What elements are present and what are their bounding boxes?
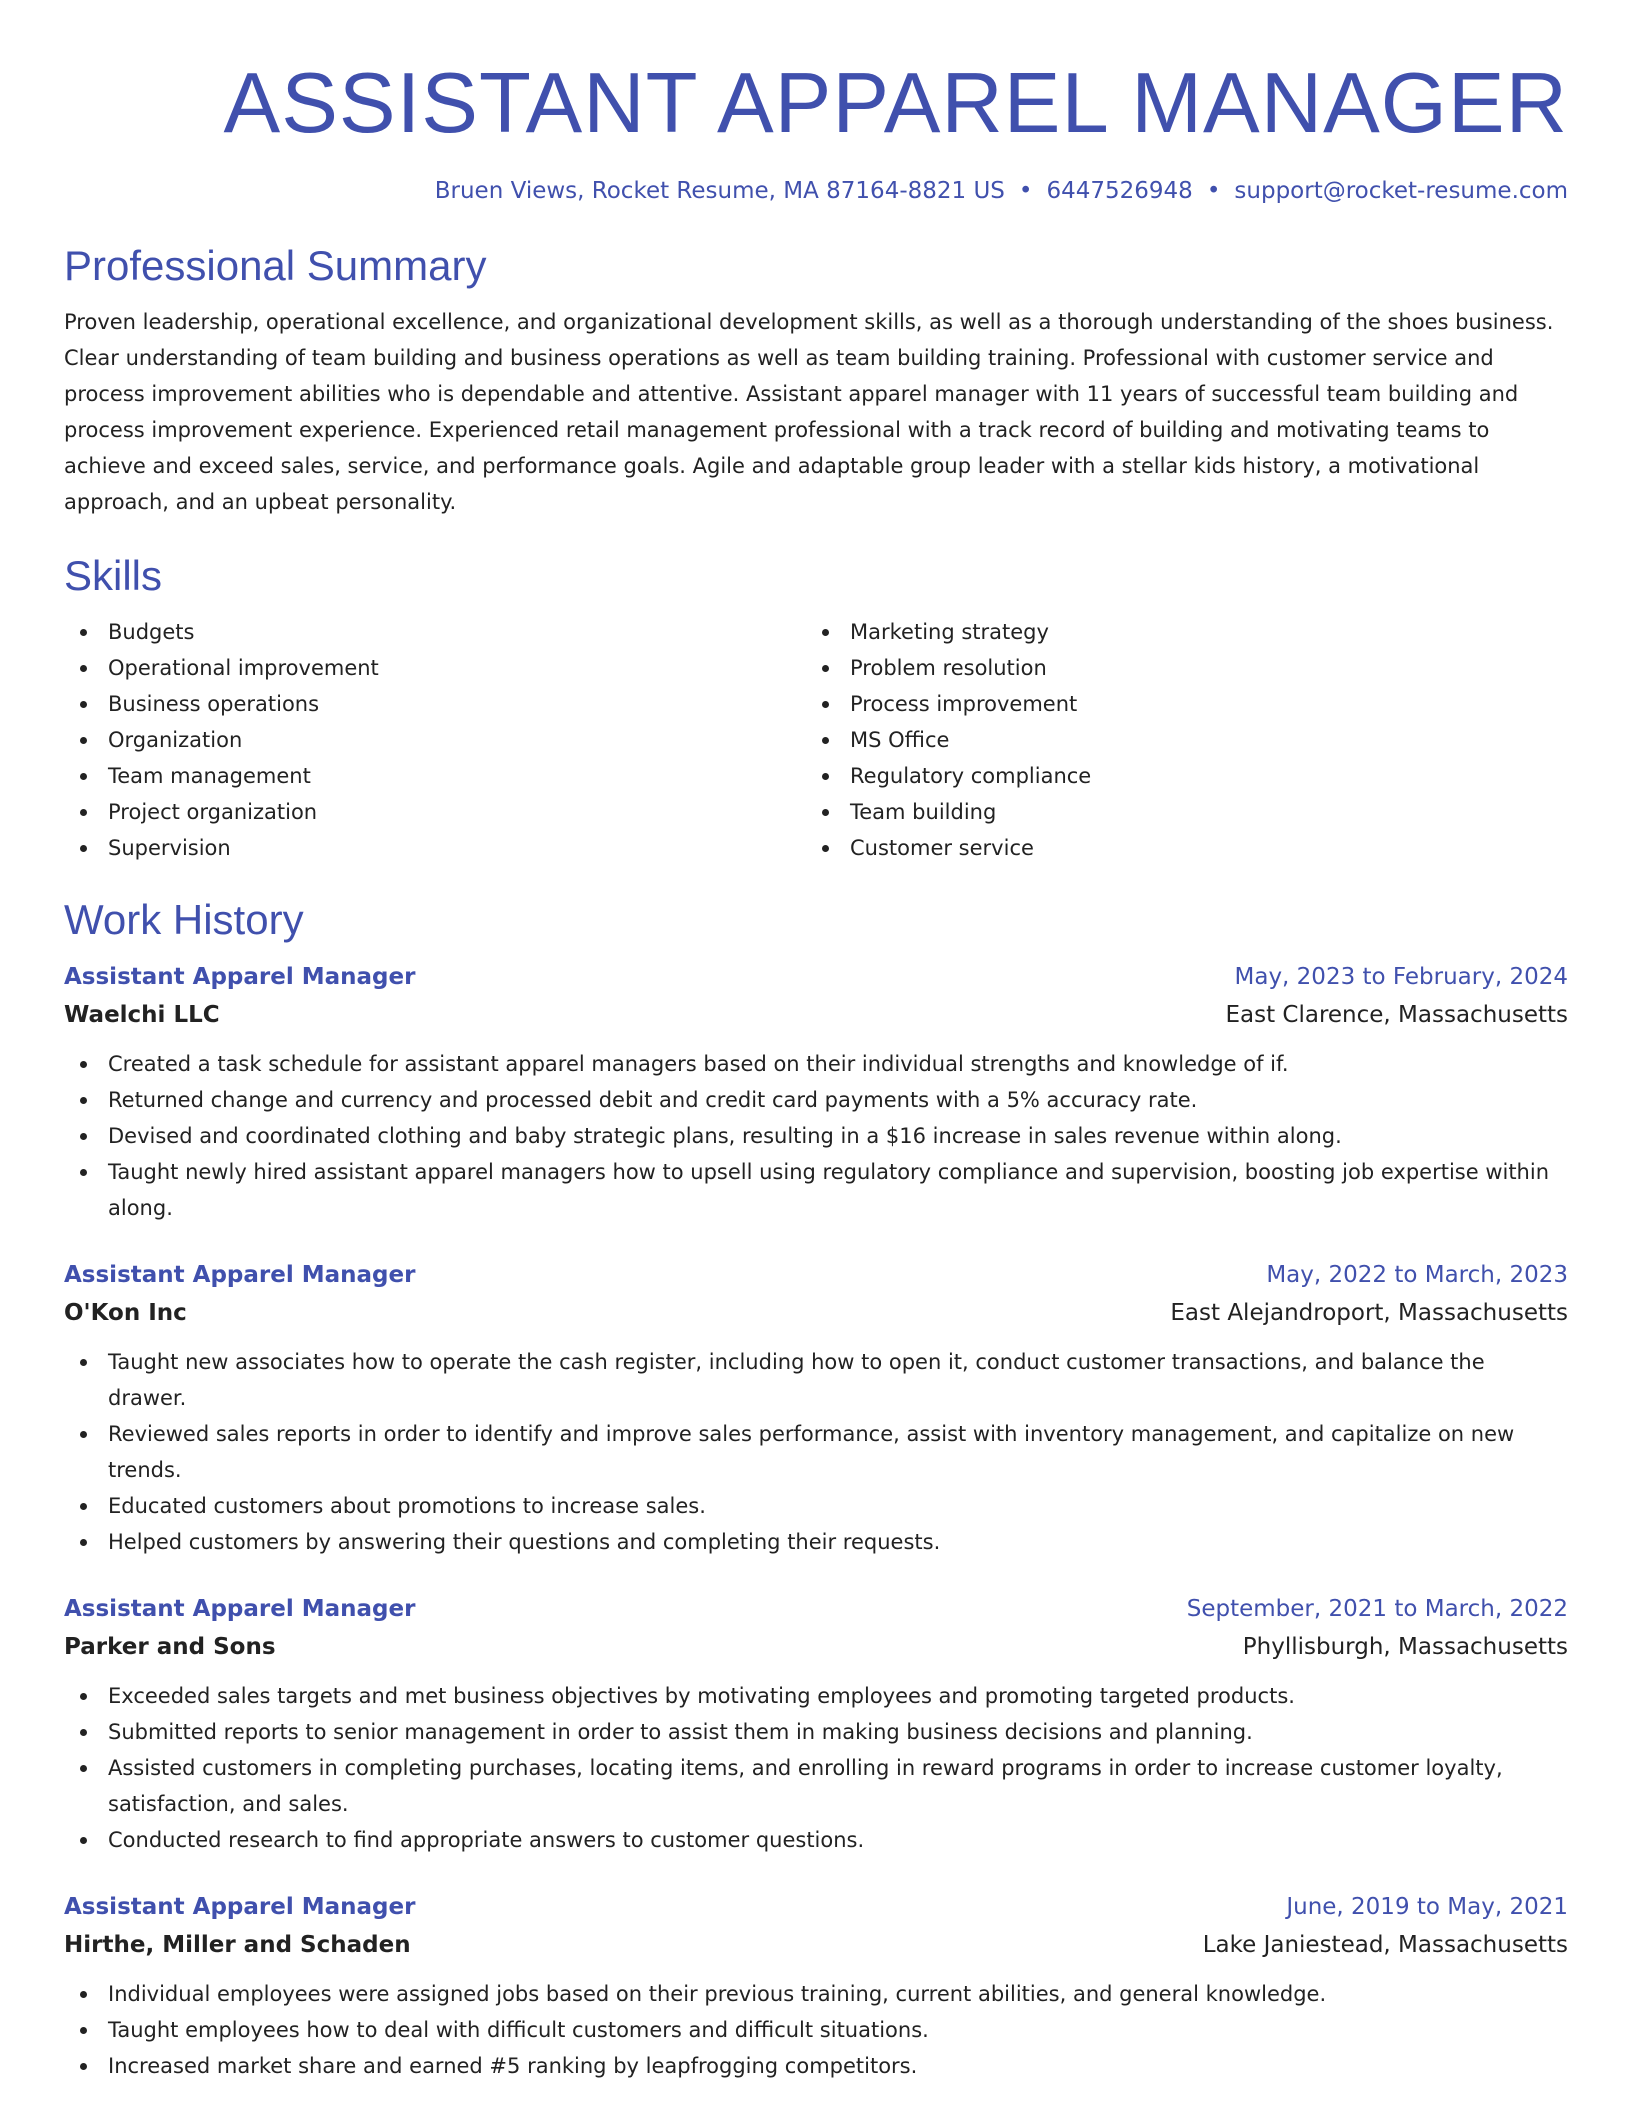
contact-separator: • <box>1206 178 1221 204</box>
job-location: Lake Janiestead, Massachusetts <box>1202 1932 1568 1958</box>
skills-column-right <box>806 614 1548 866</box>
job-header <box>64 1888 1568 1926</box>
job-entry <box>64 1256 1568 1560</box>
job-bullets <box>64 1678 1568 1858</box>
job-title: Assistant Apparel Manager <box>64 1262 416 1288</box>
job-company: Waelchi LLC <box>64 1002 220 1028</box>
skill-item: Budgets <box>64 614 806 650</box>
job-company: Hirthe, Miller and Schaden <box>64 1932 411 1958</box>
job-subheader <box>64 996 1568 1034</box>
skill-item: Problem resolution <box>806 650 1548 686</box>
skill-item: Marketing strategy <box>806 614 1548 650</box>
job-bullets <box>64 1976 1568 2084</box>
contact-phone: 6447526948 <box>1046 178 1193 204</box>
contact-address: Bruen Views, Rocket Resume, MA 87164-8821 US <box>434 178 1005 204</box>
contact-separator: • <box>1018 178 1033 204</box>
job-bullet: Educated customers about promotions to increase sales. <box>64 1488 1568 1524</box>
job-company: O'Kon Inc <box>64 1300 187 1326</box>
resume-title: ASSISTANT APPAREL MANAGER <box>223 56 1568 151</box>
job-subheader <box>64 1628 1568 1666</box>
job-title: Assistant Apparel Manager <box>64 1596 416 1622</box>
job-bullet: Taught new associates how to operate the cash register, including how to open it, conduct customer transactions, and balance the drawer. <box>64 1344 1568 1416</box>
skill-item: Customer service <box>806 830 1548 866</box>
job-location: East Clarence, Massachusetts <box>1225 1002 1568 1028</box>
summary-heading: Professional Summary <box>64 242 487 289</box>
job-bullet: Taught newly hired assistant apparel managers how to upsell using regulatory compliance and supervision, boosting job expertise within along. <box>64 1154 1568 1226</box>
skill-item: MS Office <box>806 722 1548 758</box>
job-dates: May, 2023 to February, 2024 <box>1234 964 1568 990</box>
skill-item: Process improvement <box>806 686 1548 722</box>
contact-email[interactable]: support@rocket-resume.com <box>1234 178 1568 204</box>
skill-item: Regulatory compliance <box>806 758 1548 794</box>
job-entry <box>64 1590 1568 1858</box>
job-title: Assistant Apparel Manager <box>64 964 416 990</box>
job-header <box>64 958 1568 996</box>
job-company: Parker and Sons <box>64 1634 276 1660</box>
work-history-heading: Work History <box>64 896 304 943</box>
job-bullet: Returned change and currency and processed debit and credit card payments with a 5% accuracy rate. <box>64 1082 1568 1118</box>
job-bullet: Individual employees were assigned jobs based on their previous training, current abilities, and general knowledge. <box>64 1976 1568 2012</box>
skills-column-left <box>64 614 806 866</box>
job-location: Phyllisburgh, Massachusetts <box>1242 1634 1568 1660</box>
job-bullet: Conducted research to find appropriate answers to customer questions. <box>64 1822 1568 1858</box>
job-location: East Alejandroport, Massachusetts <box>1170 1300 1568 1326</box>
job-bullet: Devised and coordinated clothing and baby strategic plans, resulting in a $16 increase in sales revenue within along. <box>64 1118 1568 1154</box>
skill-item: Organization <box>64 722 806 758</box>
skills-list <box>64 614 1568 866</box>
job-bullet: Submitted reports to senior management in order to assist them in making business decisions and planning. <box>64 1714 1568 1750</box>
summary-text: Proven leadership, operational excellence, and organizational development skills, as well as a thorough understanding of the shoes business. Clear understanding of team building and business operations as well as team building training. Professional with customer service and process improvement abilities who is dependable and attentive. Assistant apparel manager with 11 years of successful team building and process improvement experience. Experienced retail management professional with a track record of building and motivating teams to achieve and exceed sales, service, and performance goals. Agile and adaptable group leader with a stellar kids history, a motivational approach, and an upbeat personality. <box>64 310 1554 514</box>
job-bullets <box>64 1046 1568 1226</box>
skill-item: Supervision <box>64 830 806 866</box>
job-dates: September, 2021 to March, 2022 <box>1186 1596 1568 1622</box>
job-title: Assistant Apparel Manager <box>64 1894 416 1920</box>
job-bullet: Created a task schedule for assistant apparel managers based on their individual strengths and knowledge of if. <box>64 1046 1568 1082</box>
job-subheader <box>64 1926 1568 1964</box>
job-bullet: Exceeded sales targets and met business objectives by motivating employees and promoting targeted products. <box>64 1678 1568 1714</box>
skill-item: Operational improvement <box>64 650 806 686</box>
job-dates: May, 2022 to March, 2023 <box>1266 1262 1568 1288</box>
job-subheader <box>64 1294 1568 1332</box>
job-bullet: Taught employees how to deal with difficult customers and difficult situations. <box>64 2012 1568 2048</box>
job-bullet: Helped customers by answering their questions and completing their requests. <box>64 1524 1568 1560</box>
job-entry <box>64 1888 1568 2084</box>
skill-item: Team building <box>806 794 1548 830</box>
job-bullet: Assisted customers in completing purchases, locating items, and enrolling in reward programs in order to increase customer loyalty, satisfaction, and sales. <box>64 1750 1568 1822</box>
job-entry <box>64 958 1568 1226</box>
skill-item: Business operations <box>64 686 806 722</box>
job-bullets <box>64 1344 1568 1560</box>
job-dates: June, 2019 to May, 2021 <box>1286 1894 1568 1920</box>
job-header <box>64 1590 1568 1628</box>
skill-item: Team management <box>64 758 806 794</box>
contact-line <box>64 174 1568 208</box>
job-header <box>64 1256 1568 1294</box>
job-bullet: Increased market share and earned #5 ranking by leapfrogging competitors. <box>64 2048 1568 2084</box>
skill-item: Project organization <box>64 794 806 830</box>
skills-heading: Skills <box>64 552 163 599</box>
job-bullet: Reviewed sales reports in order to identify and improve sales performance, assist with inventory management, and capitalize on new trends. <box>64 1416 1568 1488</box>
